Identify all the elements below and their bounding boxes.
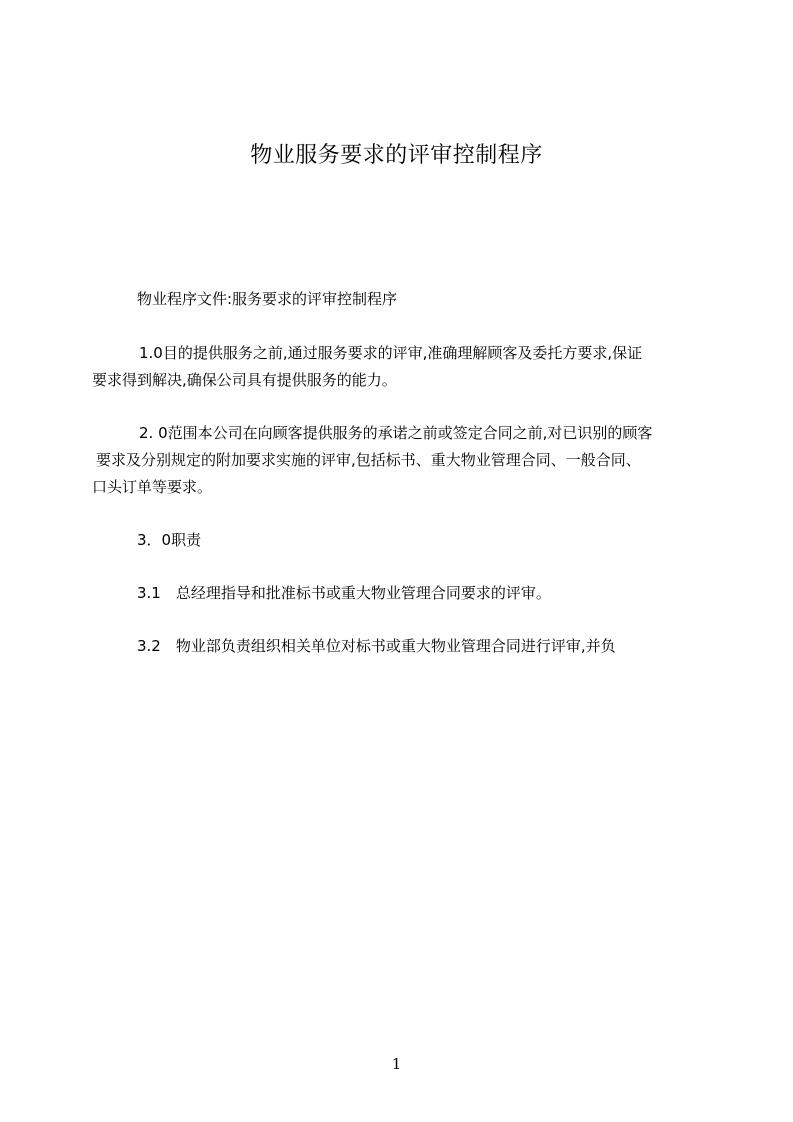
document-title: 物业服务要求的评审控制程序 <box>250 143 543 168</box>
page-number: 1 <box>391 1055 402 1073</box>
paragraph-line: 要求及分别规定的附加要求实施的评审,包括标书、重大物业管理合同、一般合同、 <box>96 451 641 469</box>
paragraph-line: 1.0目的提供服务之前,通过服务要求的评审,准确理解顾客及委托方要求,保证 <box>139 344 643 362</box>
section-heading-responsibilities <box>92 527 707 554</box>
paragraph-line: 要求得到解决,确保公司具有提供服务的能力。 <box>92 371 397 389</box>
paragraph-line: 3．0职责 <box>137 531 202 549</box>
paragraph-purpose <box>92 340 707 394</box>
paragraph-line: 物业程序文件:服务要求的评审控制程序 <box>137 290 398 308</box>
paragraph-clause-3-1 <box>92 580 707 607</box>
paragraph-line: 3.1 总经理指导和批准标书或重大物业管理合同要求的评审。 <box>137 584 551 602</box>
paragraph-line: 2. 0范围本公司在向顾客提供服务的承诺之前或签定合同之前,对已识别的顾客 <box>139 424 653 442</box>
paragraph-line: 口头订单等要求。 <box>92 478 213 496</box>
paragraph-clause-3-2 <box>92 633 707 660</box>
paragraph-scope <box>92 420 707 501</box>
paragraph-header <box>92 286 707 313</box>
paragraph-line: 3.2 物业部负责组织相关单位对标书或重大物业管理合同进行评审,并负 <box>137 637 616 655</box>
